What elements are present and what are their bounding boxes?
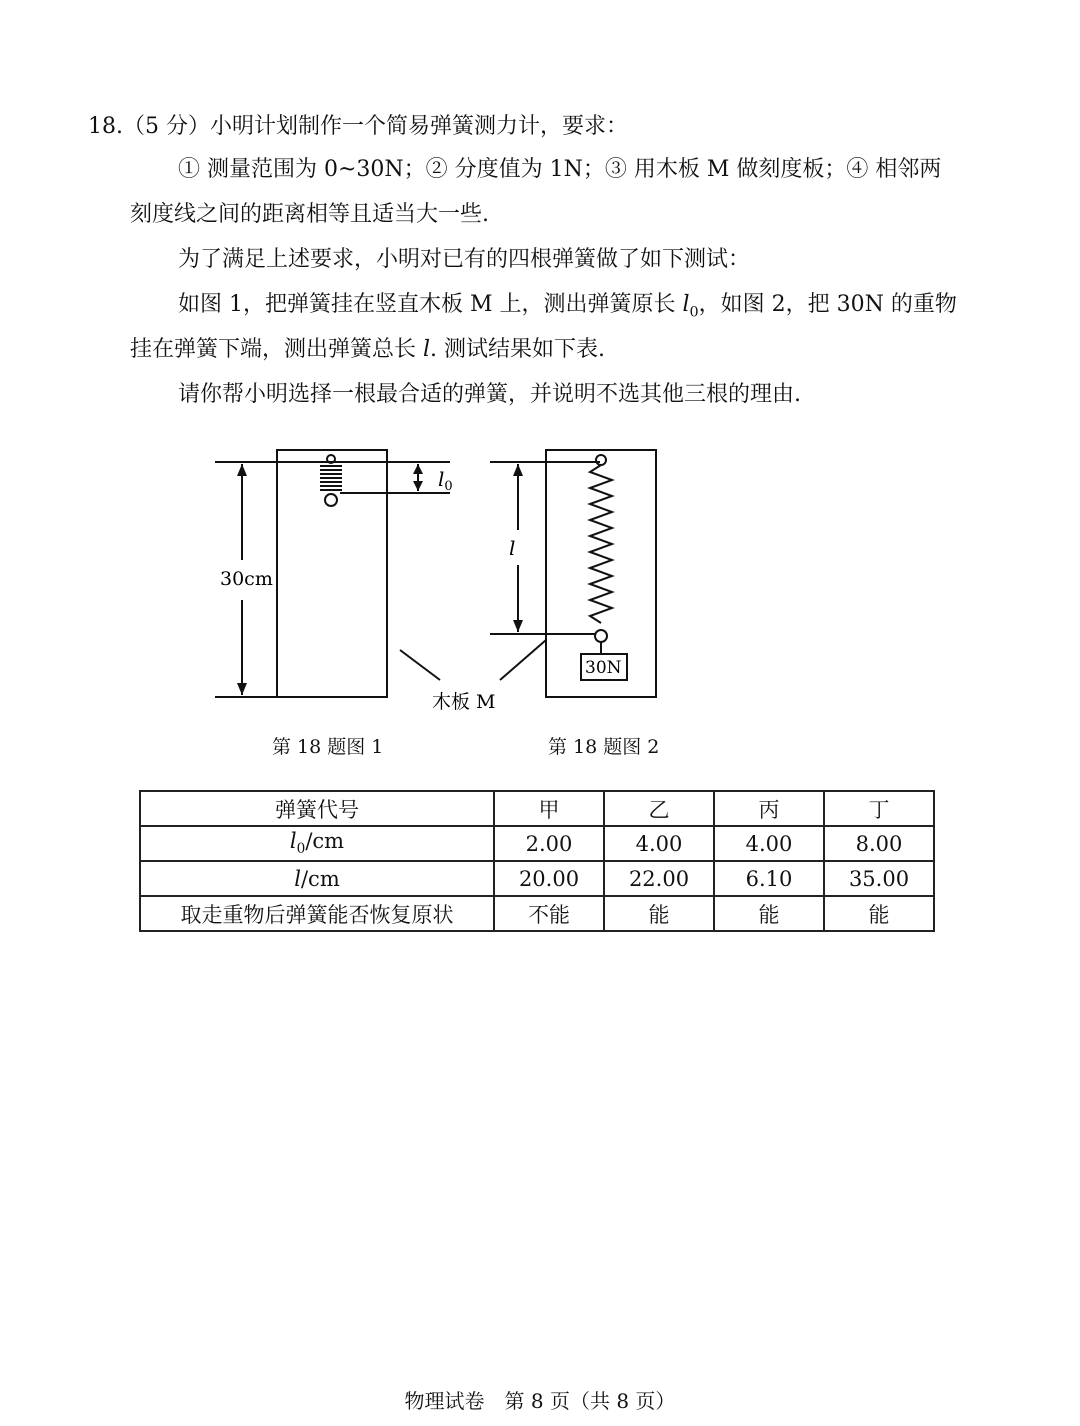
- header-cell: 丁: [824, 791, 934, 826]
- l-label: l: [509, 536, 516, 560]
- row-label-recover: 取走重物后弹簧能否恢复原状: [140, 896, 494, 931]
- spring-test-table: [139, 790, 935, 932]
- table-row: [140, 826, 934, 861]
- table-cell: 2.00: [494, 826, 604, 861]
- table-cell: 35.00: [824, 861, 934, 896]
- table-row: [140, 896, 934, 931]
- table-cell: 22.00: [604, 861, 714, 896]
- requirements-line-2: 刻度线之间的距离相等且适当大一些.: [130, 202, 489, 227]
- header-cell: 丙: [714, 791, 824, 826]
- test-intro: 为了满足上述要求，小明对已有的四根弹簧做了如下测试：: [178, 247, 751, 272]
- row-label-l0: $l_0/cm$: [140, 826, 494, 861]
- header-cell: 乙: [604, 791, 714, 826]
- table-header-row: [140, 791, 934, 826]
- table-cell: 能: [714, 896, 824, 931]
- question-header: 18.（5 分）小明计划制作一个简易弹簧测力计，要求：: [88, 114, 628, 139]
- table-row: [140, 861, 934, 896]
- table-cell: 能: [824, 896, 934, 931]
- method-line-1: 如图 1，把弹簧挂在竖直木板 M 上，测出弹簧原长 $l_0$，如图 2，把 30N 的重物: [178, 292, 957, 321]
- height-30cm-label: 30cm: [220, 568, 273, 590]
- table-cell: 6.10: [714, 861, 824, 896]
- l0-label: $l_0$: [438, 467, 453, 494]
- table-cell: 4.00: [604, 826, 714, 861]
- fig1-board: [277, 450, 387, 697]
- spring-diagrams: [200, 440, 680, 720]
- figure-1-caption: 第 18 题图 1: [272, 736, 384, 758]
- row-label-l: l/cm: [140, 861, 494, 896]
- table-cell: 20.00: [494, 861, 604, 896]
- board-m-label: 木板 M: [432, 691, 496, 713]
- figure-2-caption: 第 18 题图 2: [548, 736, 660, 758]
- table-cell: 不能: [494, 896, 604, 931]
- requirements-line-1: ① 测量范围为 0~30N；② 分度值为 1N；③ 用木板 M 做刻度板；④ 相邻两: [178, 157, 942, 182]
- header-cell: 弹簧代号: [140, 791, 494, 826]
- table-cell: 4.00: [714, 826, 824, 861]
- header-cell: 甲: [494, 791, 604, 826]
- method-line-2: 挂在弹簧下端，测出弹簧总长 l. 测试结果如下表.: [130, 337, 606, 362]
- table-cell: 能: [604, 896, 714, 931]
- table-cell: 8.00: [824, 826, 934, 861]
- ask-line: 请你帮小明选择一根最合适的弹簧，并说明不选其他三根的理由.: [178, 382, 801, 407]
- page-footer: 物理试卷 第 8 页（共 8 页）: [404, 1389, 676, 1413]
- fig2-spring: [581, 455, 627, 680]
- weight-label: 30N: [585, 658, 622, 678]
